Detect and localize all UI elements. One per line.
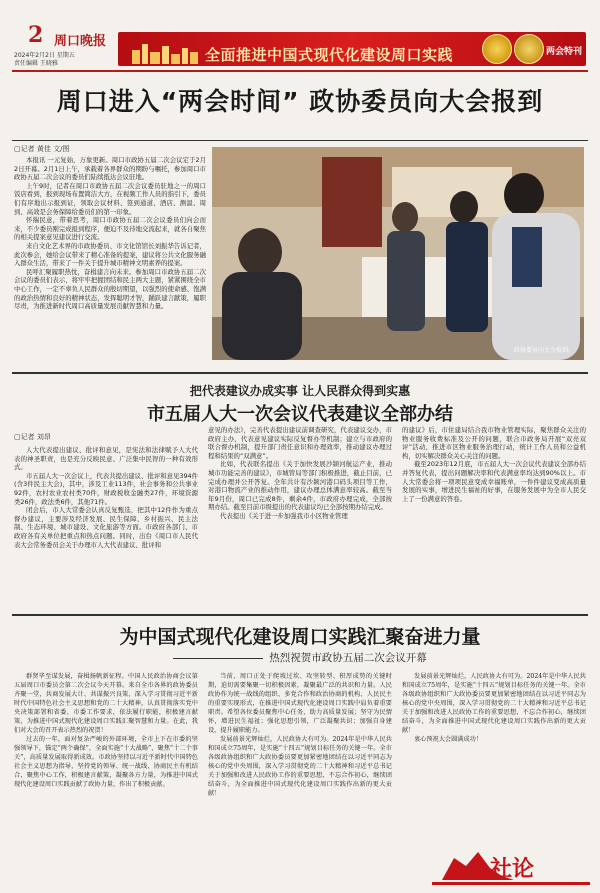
paragraph: 当前，周口正处于爬坡过坎、攻坚转型、积厚成势的关键时期，迫切需要集聚一切积极因素，凝聚最广泛的共识和力量。人民政协作为统一战线的组织、多党合作和政治协商的机构、人民民主的重要实现形式，在推进中国式现代化建设周口实践中肩负着重要职责。希望各位委员聚焦中心任务，助力高质量发展；坚守为民情怀，增进民生福祉；强化思想引领，广泛凝聚共识；加强自身建设，提升履职能力。 — [208, 673, 392, 734]
editorial-column-1 — [14, 672, 198, 884]
news-photo — [212, 147, 584, 360]
headline-1: 周口进入“两会时间” 政协委员向大会报到 — [56, 87, 544, 116]
paragraph: 本报讯 一元复始，万象更新。周口市政协五届二次会议定于2月2日开幕。2月1日上午，承载着各界群众的期盼与嘱托，参加周口市政协五届二次会议的委员们陆续抵达会议驻地。 — [14, 156, 206, 182]
paragraph: 比如，代表联名提出《关于加快发展沙颍河航运产业，推动城市功能完善的建议》，市城管局等部门积极推进，截止目前，已完成办理并公开答复。全年共计有沙颍河港口码头项目等工作，对港口物流产业的推动作用，建议办理总体满意率较高。截至当年9月份，周口已完成8件，剩余4件，市政府办理完成，全部按期办结。截至目前市级提出的代表建议均已全部按期办结完成。 — [208, 460, 392, 512]
photo-caption: 政协委员向大会报到。 — [513, 347, 574, 354]
byline-marker-icon: ▢ — [14, 145, 21, 153]
paragraph: 闭会后，市人大常委会认真反复甄选，把其中12件作为重点督办建议，主要涉及经济发展、民生保障、乡村振兴、民主法制、生态环境、城市建设、文化旅游等方面。市政府各部门、市政府各有关单位把重点和热点问题。同时，出台《周口市人民代表大会常务委员会关于办理市人大代表建议、批评和 — [14, 506, 198, 549]
byline-1 — [14, 144, 69, 154]
paragraph: 发展前景光辉灿烂，人民政协大有可为。2024年是中华人民共和国成立75周年，是实施“十四五”规划目标任务的关键一年。全市各级政协组织和广大政协委员要更加紧密地团结在以习近平同志为核心的党中央周围，深入学习贯彻党的二十大精神和习近平总书记关于加强和改进人民政协工作的重要思想，不忘合作初心，继续团结奋斗，为全面推进中国式现代化建设周口实践作出新的更大贡献！ — [208, 736, 392, 797]
paragraph: 市五届人大一次会议上，代表共提出建议、批评和意见394件(含3件民主大会)，其中，涉及工业113件，社会事务和公共事业92件，农村农业农村类70件，财政税收金融类27件，环境资源类26件，政法类6件，其他71件。 — [14, 471, 198, 506]
paragraph: 人大代表提出建议、批评和意见，是宪法和法律赋予人大代表的神圣职责，也是充分反映民意、广泛集中民智的一种有效形式。 — [14, 446, 198, 472]
paragraph: 过去的一年，面对复杂严峻的外部环境，全市上下在市委的坚强领导下，锚定“两个确保”，全面实施“十大战略”，聚焦“十二个事关”，高质量发展取得新成效。市政协坚持以习近平新时代中国特色社会主义思想为指导，坚持党的领导、统一战线、协商民主有机结合，聚焦中心工作，积极建言献策，凝聚各方力量，为推进中国式现代化建设周口实践贡献了政协力量，作出了积极贡献。 — [14, 736, 198, 788]
article2-column-2 — [208, 426, 392, 608]
subtitle-3 — [0, 650, 600, 665]
paragraph: 截至2023年12月底，市五届人大一次会议代表建议全部办结并答复代表，提出问题解决率和代表满意率均达到90%以上。市人大常委会将一项项民意变成幸福账单，一件件建议变成高质量发展的实事，增进民生福祉的好事，在服务发展中为全市人民交上了一份满意的答卷。 — [402, 460, 586, 503]
paragraph: 上午9时，记者在周口市政协五届二次会议委员驻地之一的周口饭店看到，报到现场布置简洁大方，在视频工作人员的指引下，委员们有序地出示报到证，领取会议材料、签到通道、酒店、测温、周到、高效是会务保障给委员们的第一印象。 — [14, 181, 206, 216]
editorial-column-2 — [208, 672, 392, 884]
subtitle-dash — [173, 658, 263, 659]
masthead-rule — [12, 70, 588, 72]
paragraph: 的建议》后，市住建局结合我市物业管理实际，聚焦群众关注的物业服务收费标准及公开的问题，联合市政务局开展“双亮双评”活动，推进市区物业服务治理行动，统计工作人员和公益机构，切实解决群众关心关注的问题。 — [402, 426, 586, 460]
subtitle-text: 热烈祝贺市政协五届二次会议开幕 — [269, 652, 427, 664]
photo-illustration — [212, 147, 584, 360]
article2-column-3 — [402, 426, 586, 608]
paragraph: 来自文化艺术界的市政协委员、市文化馆馆长刘振华告诉记者，此次参会，她给会议带来了精心准备的提案，建议将公共文化服务融入群众生活，带来了一件关于提升城市精神文明素养的提案。 — [14, 241, 206, 268]
special-label: 两会特刊 — [546, 47, 583, 57]
paragraph: 衷心预祝大会圆满成功！ — [414, 736, 483, 743]
byline-marker-icon: ▢ — [14, 433, 21, 441]
kicker-2: 把代表建议办成实事 让人民群众得到实惠 — [189, 384, 411, 398]
date-line: 2024年2月2日 星期五 — [14, 52, 75, 59]
divider — [12, 614, 588, 616]
paper-name: 周口晚报 — [54, 34, 107, 49]
cppcc-emblem-icon — [514, 34, 544, 64]
paragraph: 意见的办法》，完善代表提出建议前调查研究，代表建议交办，市政府主办、代表意见建议实际反复督办等机制；建立与市政府的联合督办机制，提升部门责任意识和办理效率，推动建议办理过程和结果的“双满意”。 — [208, 426, 392, 460]
divider — [12, 140, 588, 141]
national-emblem-icon — [482, 34, 512, 64]
banner-title: 全面推进中国式现代化建设周口实践 — [205, 46, 454, 64]
byline-2 — [14, 432, 51, 442]
article1-body — [14, 156, 206, 364]
paragraph: 代表提出《关于进一步加强我市小区物业管理 — [220, 511, 348, 520]
paragraph: 民呼汇聚履职热忱，奋楫建言向未来。参加周口市政协五届二次会议的委员们表示，将牢牢把握团结和民主两大主题，紧紧围绕全市中心工作，一定不辜负人民群众的殷切期望，以强烈的使命感、饱满的政治热情和良好的精神状态，发挥聪明才智，踊跃建言献策，履职尽责，为推进新时代周口高质量发展贡献智慧和力量。 — [14, 267, 206, 311]
editorial-label: 社论 — [490, 856, 535, 882]
city-skyline-icon — [130, 40, 200, 64]
page-number: 2 — [28, 22, 44, 48]
byline-text: 记者 刘昂 — [20, 433, 51, 441]
editor-line: 责任编辑 王晓雅 — [14, 60, 58, 67]
paragraph: 发展前景光辉灿烂，人民政协大有可为。2024年是中华人民共和国成立75周年，是实施“十四五”规划目标任务的关键一年。全市各级政协组织和广大政协委员要更加紧密地团结在以习近平同志为核心的党中央周围，深入学习贯彻党的二十大精神和习近平总书记关于加强和改进人民政协工作的重要思想，不忘合作初心，继续团结奋斗，为全面推进中国式现代化建设周口实践作出新的更大贡献！ — [402, 673, 586, 734]
divider — [12, 372, 588, 374]
paragraph: 群贤毕至谋发展，奋楫扬帆新征程。中国人民政治协商会议第五届周口市委员会第二次会议今天开幕。来自全市各界的政协委员齐聚一堂，共商发展大计、共谋振兴良策，深入学习贯彻习近平新时代中国特色社会主义思想和党的二十大精神，认真贯彻落实党中央决策部署和省委、市委工作要求，依法履行职能，积极建言献策，为推进中国式现代化建设周口实践汇聚智慧和力量。在此，我们对大会的召开表示热烈的祝贺！ — [14, 673, 198, 734]
byline-text: 记者 黄佳 文/图 — [20, 145, 70, 153]
headline-2: 市五届人大一次会议代表建议全部办结 — [147, 404, 453, 425]
headline-3: 为中国式现代化建设周口实践汇聚奋进力量 — [119, 626, 481, 648]
article2-column-1 — [14, 446, 198, 608]
paragraph: 怀揣民意，带着思考，周口市政协五届二次会议委员们向会而来，不少委员刚完成报到程序，便迫不及待地交流起来，就各自聚焦的相关提案意见建议进行交流。 — [14, 216, 206, 242]
editorial-column-3 — [402, 672, 586, 840]
